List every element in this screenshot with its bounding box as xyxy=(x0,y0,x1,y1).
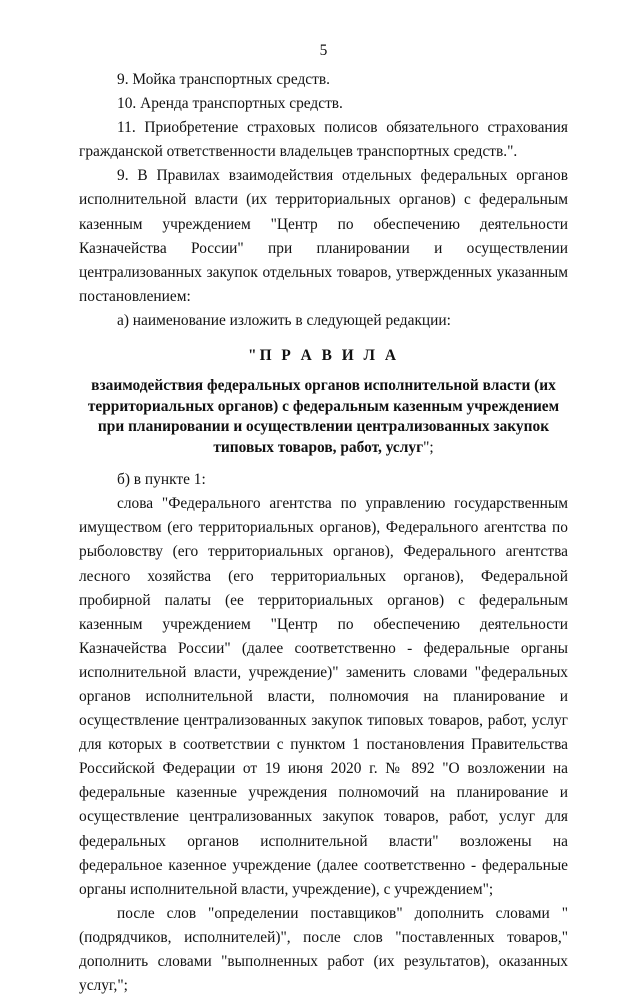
paragraph-subitem-b: б) в пункте 1: xyxy=(117,471,206,489)
rules-heading-closing: "; xyxy=(423,438,434,456)
document-page xyxy=(79,40,568,998)
paragraph-section-9: 9. В Правилах взаимодействия отдельных федеральных органов исполнительной власти (их территориальных органов) с федеральным казенным учреждением "Центр по обеспечению деятельности Казначейства России" при планировании и осуществлении централизованных закупок отдельных товаров, утвержденных указанным постановлением: xyxy=(79,167,568,305)
rules-heading-text: взаимодействия федеральных органов исполнительной власти (их территориальных органов) с федеральным казенным учреждением при планировании и осуществлении централизованных закупок типовых товаров, работ, услуг xyxy=(87,377,560,456)
paragraph-replace-words: слова "Федерального агентства по управлению государственным имуществом (его территориальных органов), Федерального агентства по рыболовству (его территориальных органов), Федерального агентства лесного хозяйства (его территориальных органов), Федеральной пробирной палаты (ее территориальных органов) с федеральным казенным учреждением "Центр по обеспечению деятельности Казначейства России" (далее соответственно - федеральные органы исполнительной власти, учреждение)" заменить словами "федеральных органов исполнительной власти, полномочия на планирование и осуществление централизованных закупок типовых товаров, работ, услуг для которых в соответствии с пунктом 1 постановления Правительства Российской Федерации от 19 июня 2020 г. № 892 "О возложении на федеральные казенные учреждения полномочий на планирование и осуществление централизованных закупок товаров, работ, услуг для федеральных органов исполнительной власти" возложены на федеральное казенное учреждение (далее соответственно - федеральные органы исполнительной власти, учреждение), с учреждением"; xyxy=(79,495,568,898)
paragraph-item-10: 10. Аренда транспортных средств. xyxy=(117,95,343,113)
rules-title: "П Р А В И Л А xyxy=(248,347,399,365)
paragraph-subitem-a: а) наименование изложить в следующей редакции: xyxy=(117,311,451,329)
paragraph-item-11: 11. Приобретение страховых полисов обязательного страхования гражданской ответственности владельцев транспортных средств.". xyxy=(79,119,568,161)
paragraph-add-words: после слов "определении поставщиков" дополнить словами "(подрядчиков, исполнителей)", после слов "поставленных товаров," дополнить словами "выполненных работ (их результатов), оказанных услуг,"; xyxy=(79,904,568,995)
paragraph-item-9: 9. Мойка транспортных средств. xyxy=(117,71,330,88)
page-number: 5 xyxy=(319,42,328,59)
rules-heading xyxy=(79,376,568,458)
